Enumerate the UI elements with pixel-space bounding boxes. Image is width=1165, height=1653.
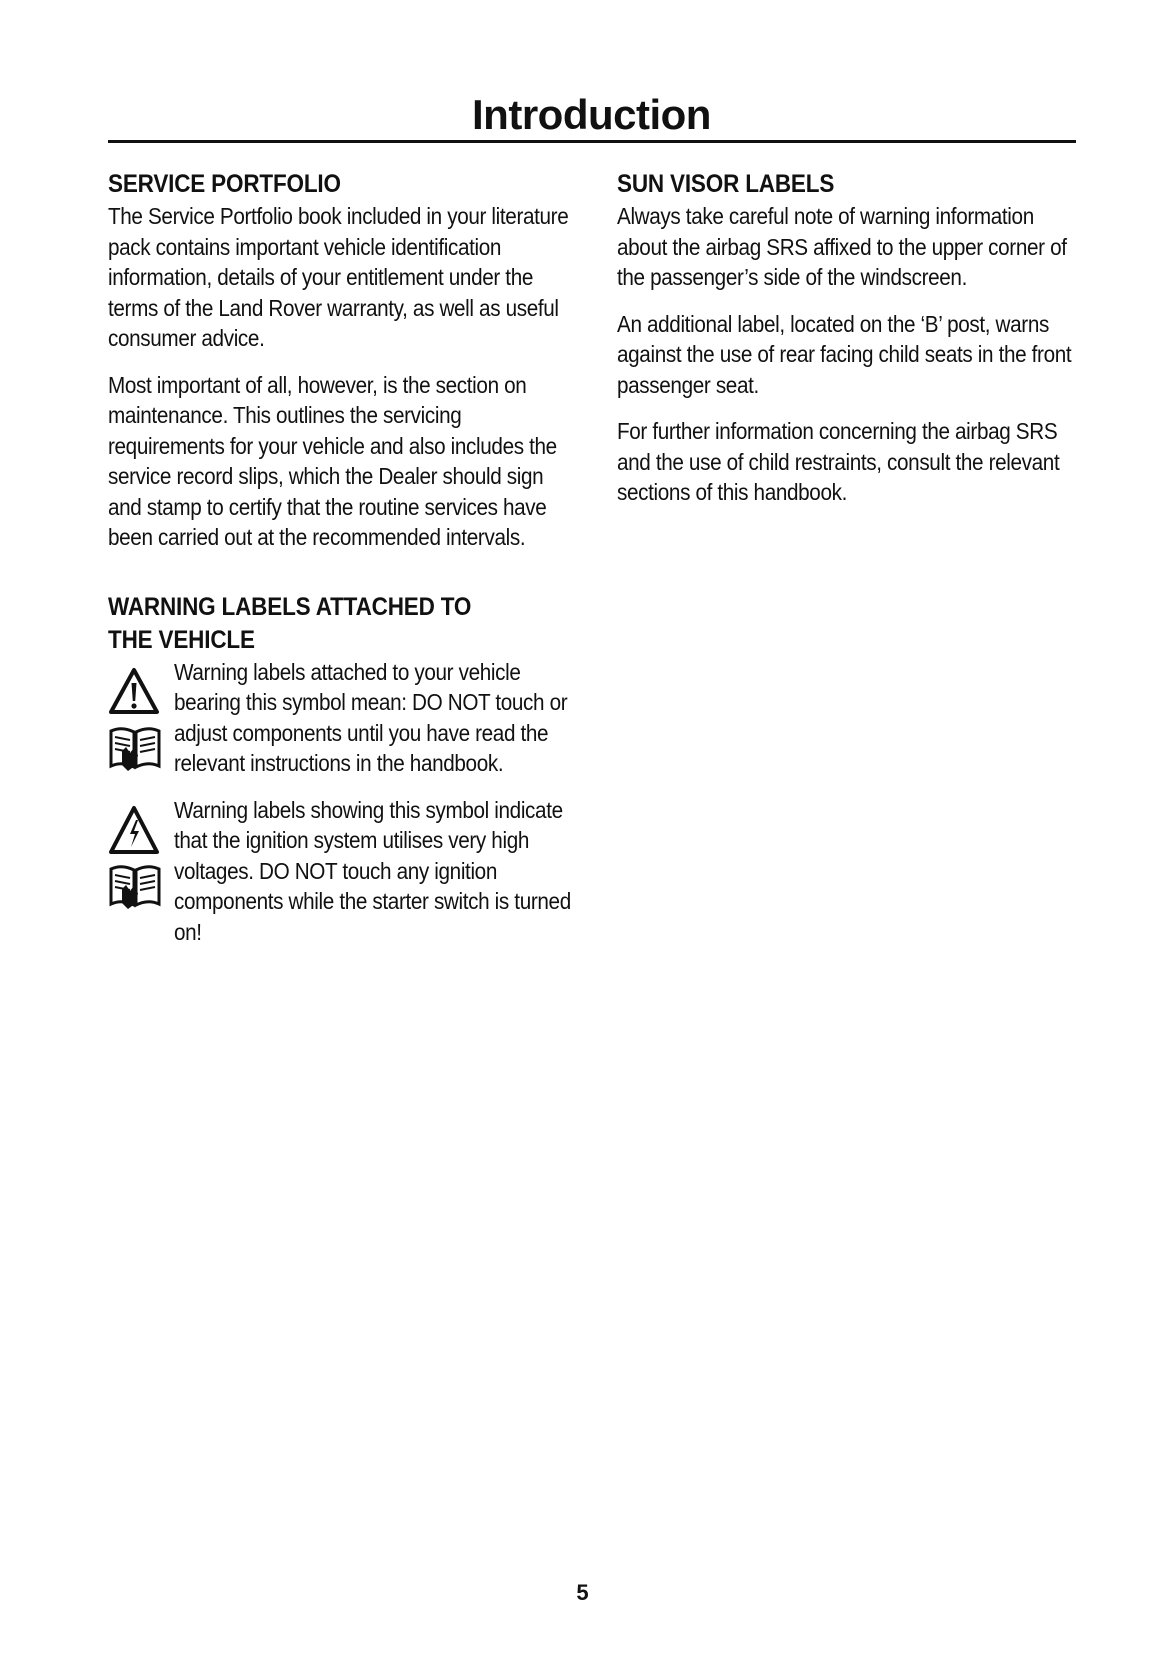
sun-visor-paragraph-2: An additional label, located on the ‘B’ post, warns against the use of rear facing child seats in the front passenger seat.: [617, 310, 1072, 398]
warning-triangle-icon: [108, 667, 160, 715]
page-number: 5: [576, 1580, 589, 1605]
service-portfolio-heading: SERVICE PORTFOLIO: [108, 170, 341, 198]
warning-label-text-wrap-1: [174, 657, 570, 779]
left-column: [108, 168, 570, 975]
warning-label-text-2: Warning labels showing this symbol indicate that the ignition system utilises very high voltages. DO NOT touch any ignition components while the starter switch is turned on!: [174, 796, 571, 945]
service-portfolio-section: [108, 168, 570, 553]
warning-labels-section: [108, 591, 570, 948]
service-portfolio-paragraph-1: The Service Portfolio book included in your literature pack contains important vehicle identification information, details of your entitlement under the terms of the Land Rover warranty, as well as useful consumer advice.: [108, 203, 569, 351]
title-rule: [108, 140, 1076, 143]
sun-visor-paragraph-3: For further information concerning the airbag SRS and the use of child restraints, consult the relevant sections of this handbook.: [617, 418, 1060, 505]
warning-label-item-2: [108, 795, 570, 948]
warning-label-icons-1: [108, 657, 174, 775]
warning-label-item-1: [108, 657, 570, 779]
warning-label-icons-2: [108, 795, 174, 913]
handbook-icon: [108, 721, 162, 775]
warning-label-text-1: Warning labels attached to your vehicle bearing this symbol mean: DO NOT touch or adjust components until you have read the relevant instructions in the handbook.: [174, 658, 568, 776]
warning-labels-heading: WARNING LABELS ATTACHED TO THE VEHICLE: [108, 592, 472, 654]
sun-visor-labels-section: [617, 168, 1087, 508]
service-portfolio-paragraph-2: Most important of all, however, is the section on maintenance. This outlines the servicing requirements for your vehicle and also includes the service record slips, which the Dealer should sign and stamp to certify that the routine services have been carried out at the recommended intervals.: [108, 371, 557, 550]
warning-label-text-wrap-2: [174, 795, 570, 948]
high-voltage-icon: [108, 805, 160, 855]
sun-visor-paragraph-1: Always take careful note of warning information about the airbag SRS affixed to the upper corner of the passenger’s side of the windscreen.: [617, 203, 1067, 290]
handbook-icon: [108, 859, 162, 913]
page-title: Introduction: [472, 91, 711, 138]
sun-visor-labels-heading: SUN VISOR LABELS: [617, 170, 835, 198]
right-column: [617, 168, 1087, 536]
